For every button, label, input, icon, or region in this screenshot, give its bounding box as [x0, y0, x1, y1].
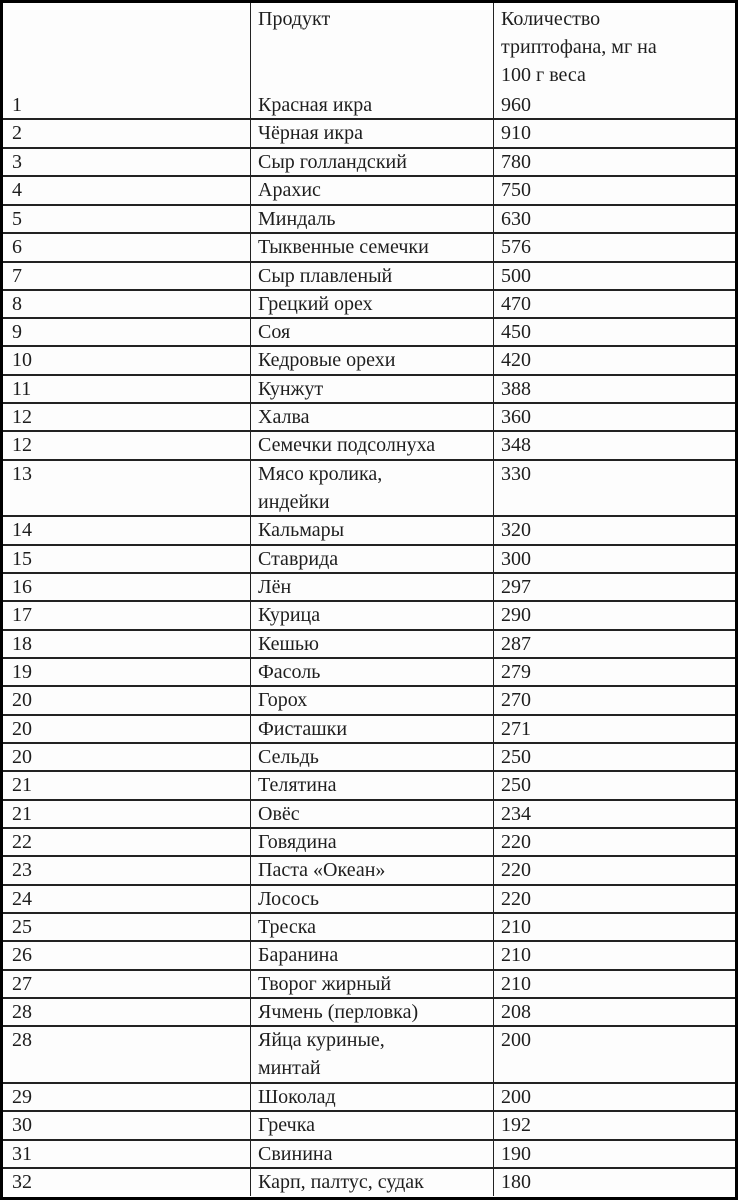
row-divider [3, 1167, 735, 1169]
tryptophan-value-cell [493, 743, 735, 771]
product-name-cell-line: Сыр голландский [258, 151, 407, 173]
row-number-cell-line: 4 [12, 179, 22, 201]
product-name-cell-line: Фисташки [258, 718, 348, 740]
tryptophan-value-cell-line: 279 [501, 661, 531, 683]
tryptophan-value-cell [493, 431, 735, 460]
tryptophan-value-cell-line: 287 [501, 633, 531, 655]
product-name-cell-line: Кешью [258, 633, 319, 655]
tryptophan-value-cell-line: 330 [501, 463, 531, 485]
row-number-cell [3, 970, 250, 998]
row-number-cell [3, 885, 250, 913]
row-number-cell-line: 6 [12, 236, 22, 258]
tryptophan-value-cell [493, 998, 735, 1026]
header-amount-cell-line: Количество [501, 8, 601, 30]
row-divider [3, 374, 735, 376]
tryptophan-value-cell [493, 1168, 735, 1196]
tryptophan-value-cell-line: 210 [501, 916, 531, 938]
tryptophan-value-cell-line: 750 [501, 179, 531, 201]
product-name-cell [250, 91, 493, 119]
tryptophan-value-cell [493, 970, 735, 998]
tryptophan-value-cell [493, 91, 735, 119]
product-name-cell-line: Треска [258, 916, 316, 938]
tryptophan-value-cell-line: 420 [501, 349, 531, 371]
product-name-cell [250, 290, 493, 318]
row-divider [3, 261, 735, 263]
row-number-cell [3, 290, 250, 318]
product-name-cell-line: Арахис [258, 179, 321, 201]
product-name-cell [250, 885, 493, 913]
row-divider [3, 912, 735, 914]
tryptophan-value-cell-line: 450 [501, 321, 531, 343]
row-number-cell-line: 32 [12, 1171, 32, 1193]
product-name-cell-line: Тыквенные семечки [258, 236, 429, 258]
product-name-cell-line: Красная икра [258, 94, 373, 116]
row-divider [3, 1110, 735, 1112]
tryptophan-value-cell [493, 233, 735, 262]
product-name-cell-line: Фасоль [258, 661, 321, 683]
product-name-cell [250, 431, 493, 460]
header-product-cell [250, 3, 493, 91]
product-name-cell-line: Курица [258, 604, 321, 626]
row-number-cell [3, 431, 250, 460]
row-divider [3, 629, 735, 631]
tryptophan-value-cell-line: 290 [501, 604, 531, 626]
product-name-cell-line: Говядина [258, 831, 337, 853]
row-divider [3, 515, 735, 517]
row-number-cell [3, 743, 250, 771]
row-number-cell-line: 19 [12, 661, 32, 683]
row-number-cell-line: 2 [12, 122, 22, 144]
tryptophan-value-cell-line: 780 [501, 151, 531, 173]
tryptophan-value-cell-line: 320 [501, 519, 531, 541]
tryptophan-value-cell-line: 360 [501, 406, 531, 428]
product-name-cell [250, 318, 493, 346]
row-divider [3, 289, 735, 291]
row-divider [3, 345, 735, 347]
tryptophan-value-cell-line: 208 [501, 1001, 531, 1023]
product-name-cell [250, 545, 493, 573]
product-name-cell-line: Овёс [258, 803, 300, 825]
tryptophan-value-cell-line: 234 [501, 803, 531, 825]
product-name-cell [250, 573, 493, 601]
row-number-cell-line: 3 [12, 151, 22, 173]
row-number-cell [3, 573, 250, 601]
tryptophan-value-cell-line: 910 [501, 122, 531, 144]
product-name-cell-line: Телятина [258, 774, 337, 796]
tryptophan-value-cell-line: 470 [501, 293, 531, 315]
tryptophan-value-cell-line: 630 [501, 208, 531, 230]
row-number-cell [3, 119, 250, 148]
row-number-cell [3, 800, 250, 828]
tryptophan-value-cell [493, 658, 735, 686]
header-amount-cell-line: триптофана, мг на [501, 36, 657, 58]
row-divider [3, 969, 735, 971]
row-number-cell [3, 176, 250, 205]
product-name-cell-line: Лён [258, 576, 292, 598]
row-divider [3, 544, 735, 546]
product-name-cell-line: Халва [258, 406, 310, 428]
row-divider [3, 147, 735, 149]
row-number-cell-line: 22 [12, 831, 32, 853]
row-number-cell [3, 601, 250, 630]
product-name-cell-line: Свинина [258, 1143, 333, 1165]
tryptophan-value-cell [493, 262, 735, 290]
tryptophan-value-cell-line: 210 [501, 973, 531, 995]
product-name-cell [250, 856, 493, 885]
product-name-cell-line: Ставрида [258, 548, 339, 570]
row-number-cell [3, 913, 250, 941]
tryptophan-value-cell [493, 148, 735, 176]
row-number-cell-line: 16 [12, 576, 32, 598]
row-divider [3, 770, 735, 772]
row-number-cell-line: 8 [12, 293, 22, 315]
product-name-cell [250, 460, 493, 516]
product-name-cell [250, 998, 493, 1026]
tryptophan-value-cell [493, 771, 735, 800]
row-divider [3, 884, 735, 886]
row-divider [3, 997, 735, 999]
row-number-cell-line: 5 [12, 208, 22, 230]
row-number-cell-line: 9 [12, 321, 22, 343]
row-number-cell [3, 998, 250, 1026]
product-name-cell [250, 233, 493, 262]
row-number-cell-line: 26 [12, 944, 32, 966]
tryptophan-value-cell [493, 318, 735, 346]
row-number-cell [3, 1083, 250, 1111]
row-number-cell [3, 346, 250, 375]
tryptophan-value-cell [493, 686, 735, 715]
row-number-cell [3, 1168, 250, 1196]
row-number-cell-line: 7 [12, 265, 22, 287]
row-divider [3, 600, 735, 602]
tryptophan-value-cell [493, 460, 735, 516]
product-name-cell-line: Соя [258, 321, 291, 343]
tryptophan-value-cell-line: 180 [501, 1171, 531, 1193]
row-divider [3, 685, 735, 687]
header-amount-cell [493, 3, 735, 91]
product-name-cell-line: Баранина [258, 944, 339, 966]
tryptophan-value-cell-line: 388 [501, 378, 531, 400]
row-number-cell-line: 20 [12, 689, 32, 711]
row-divider [3, 799, 735, 801]
row-divider [3, 118, 735, 120]
row-divider [3, 572, 735, 574]
tryptophan-value-cell [493, 1140, 735, 1168]
row-number-cell [3, 148, 250, 176]
row-divider [3, 402, 735, 404]
tryptophan-value-cell-line: 200 [501, 1086, 531, 1108]
row-number-cell-line: 12 [12, 434, 32, 456]
row-divider [3, 459, 735, 461]
product-name-cell [250, 686, 493, 715]
row-number-cell [3, 545, 250, 573]
row-number-cell [3, 658, 250, 686]
tryptophan-value-cell [493, 800, 735, 828]
tryptophan-value-cell [493, 913, 735, 941]
row-number-cell-line: 13 [12, 463, 32, 485]
tryptophan-value-cell-line: 200 [501, 1029, 531, 1051]
product-name-cell [250, 516, 493, 545]
row-number-cell-line: 21 [12, 803, 32, 825]
row-number-cell [3, 630, 250, 658]
tryptophan-value-cell [493, 1111, 735, 1140]
row-number-cell [3, 828, 250, 856]
product-name-cell-line: Лосось [258, 888, 319, 910]
tryptophan-value-cell-line: 348 [501, 434, 531, 456]
row-number-cell-line: 28 [12, 1001, 32, 1023]
product-name-cell [250, 262, 493, 290]
row-number-cell-line: 23 [12, 859, 32, 881]
product-name-cell [250, 913, 493, 941]
header-amount-cell-line: 100 г веса [501, 64, 586, 86]
row-number-cell [3, 375, 250, 403]
product-name-cell-line: Сыр плавленый [258, 265, 393, 287]
tryptophan-value-cell-line: 220 [501, 859, 531, 881]
product-name-cell [250, 630, 493, 658]
product-name-cell-line: Яйца куриные, [258, 1029, 385, 1051]
row-divider [3, 742, 735, 744]
tryptophan-value-cell-line: 271 [501, 718, 531, 740]
product-name-cell-line: Сельдь [258, 746, 319, 768]
row-divider [3, 317, 735, 319]
tryptophan-value-cell [493, 573, 735, 601]
product-name-cell [250, 828, 493, 856]
tryptophan-value-cell [493, 630, 735, 658]
row-number-cell [3, 318, 250, 346]
product-name-cell [250, 1168, 493, 1196]
tryptophan-value-cell [493, 856, 735, 885]
row-number-cell [3, 403, 250, 431]
tryptophan-value-cell-line: 500 [501, 265, 531, 287]
product-name-cell-line: Шоколад [258, 1086, 336, 1108]
product-name-cell [250, 970, 493, 998]
row-divider [3, 1025, 735, 1027]
row-number-cell [3, 516, 250, 545]
row-divider [3, 714, 735, 716]
product-name-cell [250, 119, 493, 148]
product-name-cell [250, 941, 493, 970]
tryptophan-value-cell-line: 210 [501, 944, 531, 966]
table-frame [3, 3, 735, 1197]
row-divider [3, 1139, 735, 1141]
product-name-cell-line: Чёрная икра [258, 122, 363, 144]
row-number-cell [3, 941, 250, 970]
product-name-cell [250, 771, 493, 800]
product-name-cell-line: Кунжут [258, 378, 324, 400]
row-divider [3, 855, 735, 857]
row-number-cell [3, 91, 250, 119]
product-name-cell-line: Мясо кролика, [258, 463, 383, 485]
row-divider [3, 204, 735, 206]
tryptophan-value-cell [493, 290, 735, 318]
row-number-cell-line: 12 [12, 406, 32, 428]
row-number-cell [3, 262, 250, 290]
product-name-cell [250, 743, 493, 771]
row-number-cell [3, 686, 250, 715]
row-number-cell [3, 233, 250, 262]
tryptophan-value-cell [493, 205, 735, 233]
tryptophan-value-cell [493, 516, 735, 545]
header-product-cell-line: Продукт [258, 8, 331, 30]
product-name-cell [250, 205, 493, 233]
tryptophan-value-cell-line: 300 [501, 548, 531, 570]
row-number-cell-line: 24 [12, 888, 32, 910]
product-name-cell [250, 658, 493, 686]
row-divider [3, 1082, 735, 1084]
product-name-cell-line: Кальмары [258, 519, 345, 541]
row-number-cell [3, 771, 250, 800]
row-number-cell-line: 27 [12, 973, 32, 995]
product-name-cell [250, 715, 493, 743]
row-number-cell-line: 25 [12, 916, 32, 938]
tryptophan-value-cell [493, 346, 735, 375]
tryptophan-value-cell [493, 375, 735, 403]
tryptophan-value-cell [493, 1026, 735, 1083]
row-number-cell-line: 28 [12, 1029, 32, 1051]
row-number-cell-line: 21 [12, 774, 32, 796]
tryptophan-value-cell [493, 885, 735, 913]
product-name-cell-line: индейки [258, 491, 330, 513]
row-number-cell-line: 29 [12, 1086, 32, 1108]
row-number-cell-line: 18 [12, 633, 32, 655]
product-name-cell-line: Ячмень (перловка) [258, 1001, 419, 1023]
tryptophan-value-cell [493, 715, 735, 743]
tryptophan-value-cell-line: 297 [501, 576, 531, 598]
row-divider [3, 827, 735, 829]
row-number-cell [3, 1026, 250, 1083]
row-number-cell-line: 15 [12, 548, 32, 570]
product-name-cell-line: Паста «Океан» [258, 859, 386, 881]
product-name-cell [250, 800, 493, 828]
row-number-cell [3, 1111, 250, 1140]
product-name-cell-line: Семечки подсолнуха [258, 434, 436, 456]
tryptophan-value-cell-line: 192 [501, 1114, 531, 1136]
tryptophan-value-cell-line: 190 [501, 1143, 531, 1165]
product-name-cell [250, 403, 493, 431]
row-number-cell [3, 205, 250, 233]
tryptophan-value-cell [493, 601, 735, 630]
row-number-cell-line: 11 [12, 378, 32, 400]
row-divider [3, 430, 735, 432]
product-name-cell [250, 1111, 493, 1140]
product-name-cell-line: Творог жирный [258, 973, 392, 995]
product-name-cell [250, 148, 493, 176]
tryptophan-value-cell [493, 403, 735, 431]
product-name-cell [250, 176, 493, 205]
row-number-cell-line: 17 [12, 604, 32, 626]
row-number-cell-line: 20 [12, 718, 32, 740]
tryptophan-value-cell-line: 270 [501, 689, 531, 711]
product-name-cell-line: минтай [258, 1057, 321, 1079]
tryptophan-value-cell [493, 119, 735, 148]
product-name-cell [250, 601, 493, 630]
row-number-cell-line: 30 [12, 1114, 32, 1136]
product-name-cell-line: Гречка [258, 1114, 316, 1136]
tryptophan-value-cell [493, 545, 735, 573]
product-name-cell-line: Карп, палтус, судак [258, 1171, 424, 1193]
tryptophan-value-cell-line: 220 [501, 831, 531, 853]
tryptophan-value-cell-line: 220 [501, 888, 531, 910]
tryptophan-value-cell [493, 828, 735, 856]
tryptophan-value-cell-line: 250 [501, 746, 531, 768]
row-number-cell [3, 1140, 250, 1168]
tryptophan-value-cell-line: 576 [501, 236, 531, 258]
row-number-cell [3, 856, 250, 885]
row-divider [3, 175, 735, 177]
tryptophan-value-cell-line: 960 [501, 94, 531, 116]
product-name-cell-line: Грецкий орех [258, 293, 373, 315]
row-number-cell-line: 14 [12, 519, 32, 541]
tryptophan-value-cell-line: 250 [501, 774, 531, 796]
product-name-cell [250, 1140, 493, 1168]
row-number-cell-line: 31 [12, 1143, 32, 1165]
product-name-cell [250, 1083, 493, 1111]
row-divider [3, 232, 735, 234]
product-name-cell-line: Миндаль [258, 208, 336, 230]
row-number-cell-line: 1 [12, 94, 22, 116]
row-number-cell-line: 10 [12, 349, 32, 371]
row-divider [3, 657, 735, 659]
row-number-cell [3, 715, 250, 743]
product-name-cell [250, 1026, 493, 1083]
product-name-cell-line: Горох [258, 689, 308, 711]
product-name-cell-line: Кедровые орехи [258, 349, 396, 371]
product-name-cell [250, 346, 493, 375]
header-index-cell [3, 3, 250, 91]
tryptophan-value-cell [493, 941, 735, 970]
row-number-cell [3, 460, 250, 516]
tryptophan-value-cell [493, 1083, 735, 1111]
row-number-cell-line: 20 [12, 746, 32, 768]
product-name-cell [250, 375, 493, 403]
row-divider [3, 940, 735, 942]
tryptophan-value-cell [493, 176, 735, 205]
